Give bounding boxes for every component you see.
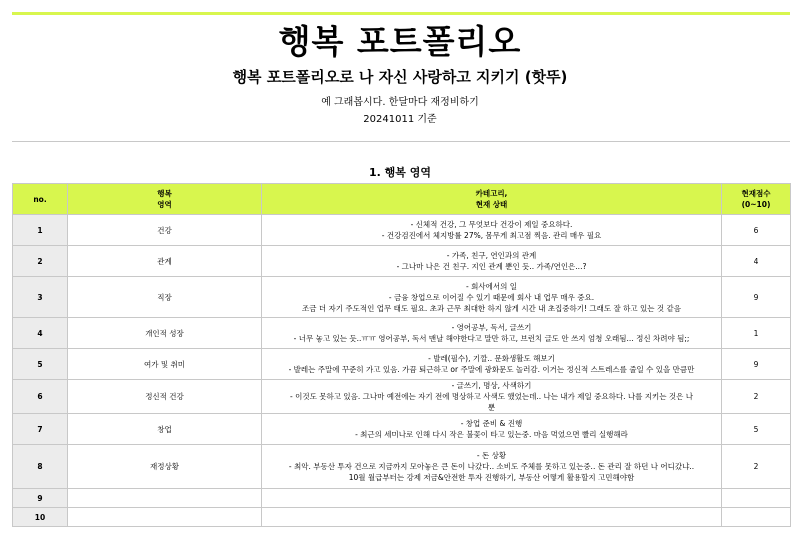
row-number: 1 (13, 215, 68, 246)
table-row (13, 246, 791, 277)
category-line: - 발레(필수), 기깔.. 문화생활도 해보기 (428, 354, 555, 363)
header-score-line: 현재점수 (741, 189, 771, 198)
category-line: - 건강검진에서 체지방률 27%, 몸무게 최고점 찍음. 관리 매우 필요 (381, 231, 602, 240)
page-date: 20241011 기준 (363, 114, 437, 125)
category-line: - 금융 창업으로 이어질 수 있기 때문에 회사 내 업무 매우 중요. (388, 292, 595, 302)
row-score: 6 (722, 215, 791, 246)
header-score (722, 184, 791, 215)
row-category (262, 277, 722, 318)
table-row (13, 380, 791, 414)
row-category (262, 318, 722, 349)
row-number: 9 (13, 489, 68, 508)
category-line: - 가족, 친구, 연인과의 관계 (446, 251, 537, 260)
table-row (13, 349, 791, 380)
row-number: 10 (13, 508, 68, 527)
row-category (262, 349, 722, 380)
table-row (13, 277, 791, 318)
table-row (13, 489, 791, 508)
row-area (68, 508, 262, 527)
page-title: 행복 포트폴리오 (278, 22, 522, 61)
row-score: 2 (722, 380, 791, 414)
row-number: 4 (13, 318, 68, 349)
row-score (722, 489, 791, 508)
page-note: 예 그래봅시다. 한달마다 재정비하기 (321, 97, 479, 108)
row-number: 2 (13, 246, 68, 277)
row-area: 여가 및 취미 (68, 349, 262, 380)
row-area: 관계 (68, 246, 262, 277)
category-line: - 창업 준비 & 진행 (460, 419, 523, 428)
category-line: - 영어공부, 독서, 글쓰기 (451, 323, 532, 332)
row-category (262, 414, 722, 445)
row-category (262, 246, 722, 277)
row-number: 8 (13, 445, 68, 489)
row-area (68, 489, 262, 508)
category-line: - 이것도 못하고 있음. 그나마 예전에는 자기 전에 명상하고 사색도 했었는데.. 나는 내가 제일 중요하다. 나를 지키는 것은 나 (290, 392, 693, 401)
row-category (262, 508, 722, 527)
category-line: - 신체적 건강, 그 무엇보다 건강이 제일 중요하다. (410, 220, 573, 229)
row-number: 7 (13, 414, 68, 445)
category-line: - 너무 놓고 있는 듯..ㅠㅠ 영어공부, 독서 맨날 해야한다고 말만 하고, 브런치 글도 안 쓰지 엄청 오래됨... 정신 차려야 됨;; (293, 334, 690, 343)
row-area: 창업 (68, 414, 262, 445)
row-category (262, 380, 722, 414)
happiness-table (12, 183, 791, 527)
row-area: 직장 (68, 277, 262, 318)
table-row (13, 414, 791, 445)
row-score: 9 (722, 349, 791, 380)
row-number: 3 (13, 277, 68, 318)
row-score: 5 (722, 414, 791, 445)
row-score (722, 508, 791, 527)
row-number: 6 (13, 380, 68, 414)
category-line: - 돈 상황 (476, 451, 507, 460)
header-area (68, 184, 262, 215)
table-row (13, 445, 791, 489)
header-no: no. (13, 184, 68, 215)
category-line: 조금 더 자기 주도적인 업무 태도 필요. 초과 근무 최대한 하지 않게 시간 내 초집중하기! 그래도 잘 하고 있는 것 같음 (301, 303, 682, 313)
category-line: 뿐 (487, 403, 496, 412)
header-category (262, 184, 722, 215)
page-subtitle: 행복 포트폴리오로 나 자신 사랑하고 지키기 (핫뚜) (232, 68, 568, 86)
row-score: 1 (722, 318, 791, 349)
table-row (13, 318, 791, 349)
row-category (262, 489, 722, 508)
row-score: 4 (722, 246, 791, 277)
row-area: 정신적 건강 (68, 380, 262, 414)
section-title: 1. 행복 영역 (369, 166, 431, 179)
row-category (262, 445, 722, 489)
header-category-line: 카테고리, (475, 189, 508, 198)
row-score: 2 (722, 445, 791, 489)
header-score-line: (0~10) (741, 200, 771, 209)
table-row (13, 215, 791, 246)
table-header-row (13, 184, 791, 215)
accent-top-line (12, 12, 790, 15)
row-number: 5 (13, 349, 68, 380)
category-line: - 최근의 세미나로 인해 다시 작은 불꽃이 타고 있는중. 마음 먹었으면 빨리 실행해라 (355, 430, 628, 439)
divider (12, 141, 790, 142)
category-line: - 회사에서의 일 (466, 281, 517, 291)
row-score: 9 (722, 277, 791, 318)
category-line: 10월 월급부터는 강제 저금&안전한 투자 진행하기, 부동산 어떻게 활용할지 고민해야함 (348, 473, 635, 482)
header-area-line: 영역 (157, 200, 172, 209)
row-area: 개인적 성장 (68, 318, 262, 349)
row-area: 재정상황 (68, 445, 262, 489)
category-line: - 발레는 주말에 꾸준히 가고 있음. 가끔 퇴근하고 or 주말에 광화문도 놀러감. 이거는 정신적 스트레스를 줄일 수 있을 만큼만 (288, 365, 695, 374)
header-category-line: 현재 상태 (475, 200, 508, 209)
table-row (13, 508, 791, 527)
category-line: - 글쓰기, 명상, 사색하기 (451, 381, 532, 390)
row-category (262, 215, 722, 246)
row-area: 건강 (68, 215, 262, 246)
header-area-line: 행복 (157, 189, 172, 198)
category-line: - 최악. 부동산 투자 건으로 지금까지 모아놓은 큰 돈이 나갔다.. 소비도 주체를 못하고 있는중.. 돈 관리 잘 하던 나 어디갔냐.. (288, 462, 695, 471)
category-line: - 그나마 나은 건 친구. 지인 관계 뿐인 듯.. 가족/연인은...? (396, 262, 587, 271)
